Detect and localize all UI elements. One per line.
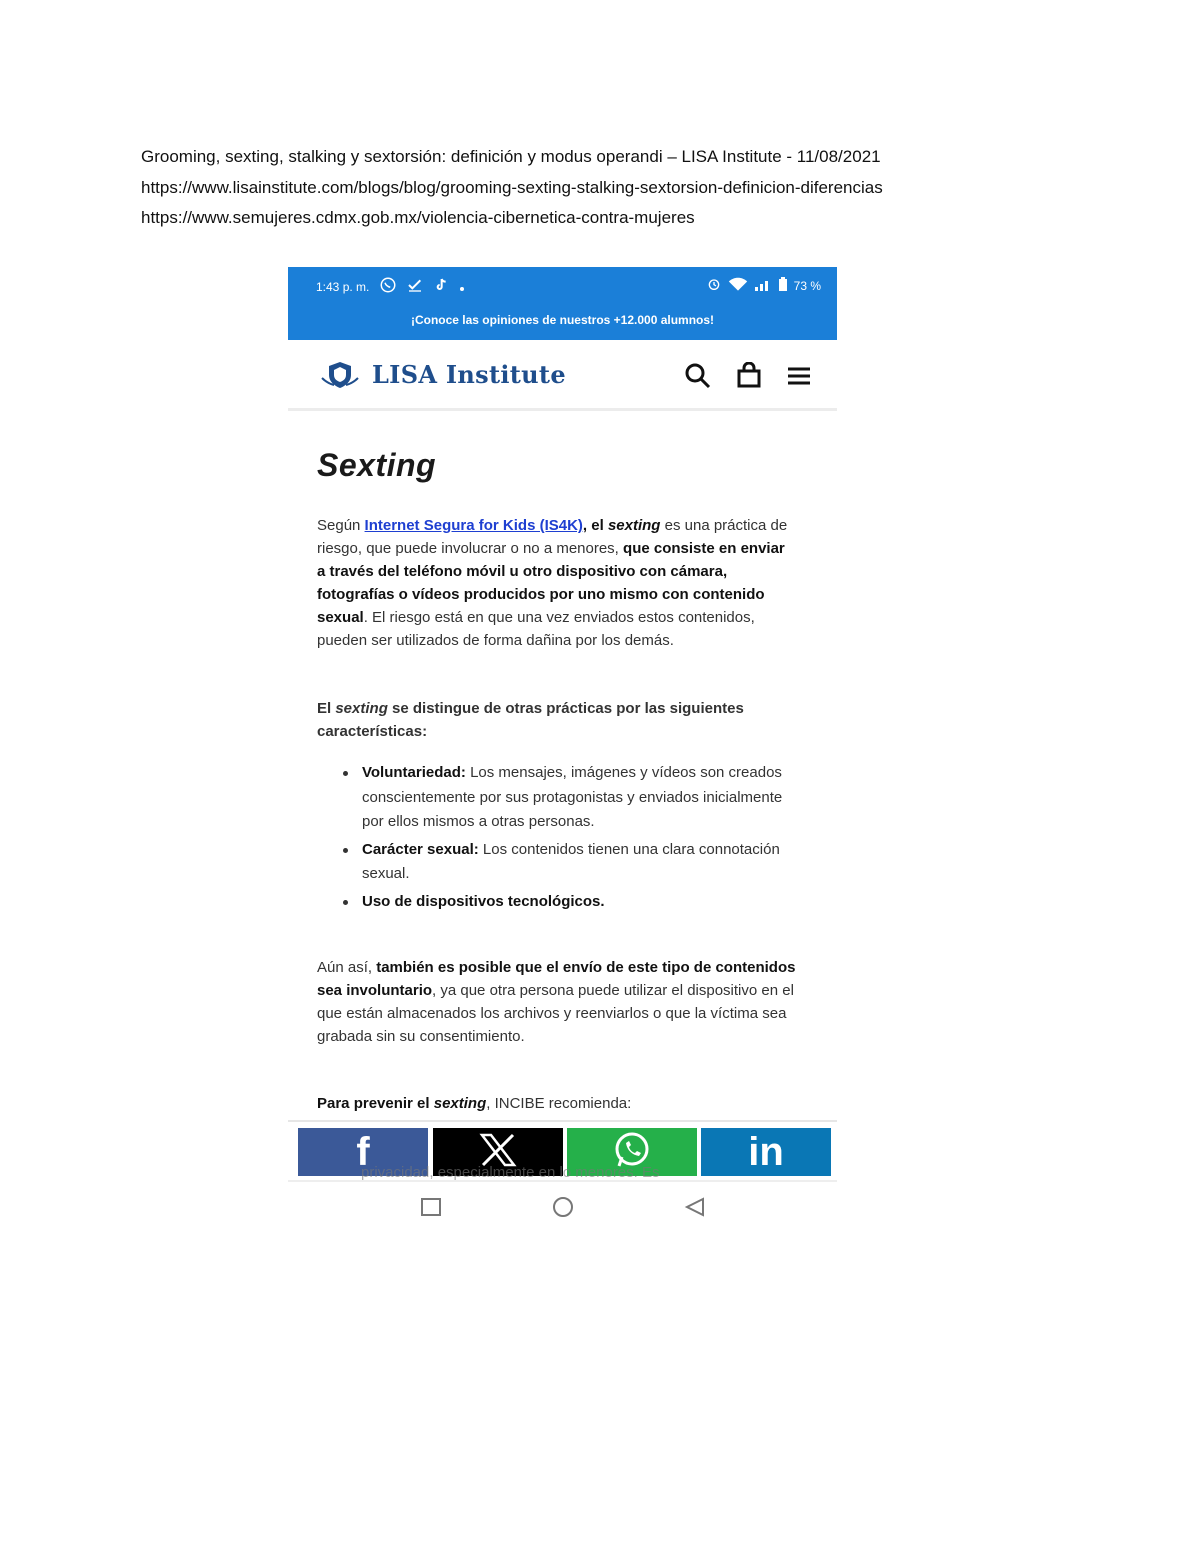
text-segment: , el — [582, 517, 608, 534]
text-segment: . El riesgo está en que una vez enviados estos contenidos, pueden ser utilizados de forma dañina por los demás. — [317, 609, 755, 649]
text-segment: sexting — [335, 700, 388, 717]
text-segment: que consiste en enviar a través del teléfono móvil u otro dispositivo con cámara, fotografías o vídeos producidos por uno mismo con contenido sexual — [317, 540, 785, 626]
list-item — [317, 761, 807, 835]
text-segment: , ya que otra persona puede utilizar el dispositivo en el que están almacenados los archivos y reenviarlos o que la víctima sea grabada sin su consentimiento. — [317, 982, 794, 1045]
list-text: Los contenidos tienen una clara connotación sexual. — [362, 840, 780, 882]
text-segment: también es posible que el envío de este tipo de contenidos sea involuntario — [317, 959, 796, 999]
text-segment: sexting — [607, 517, 661, 534]
battery-icon — [778, 277, 788, 294]
status-left — [316, 276, 465, 298]
lisa-shield-logo-icon[interactable] — [320, 360, 360, 390]
status-bar — [288, 267, 837, 340]
text-segment: Aún así, — [317, 959, 377, 976]
recent-apps-icon[interactable] — [420, 1196, 442, 1218]
text-segment: Según — [317, 517, 365, 534]
wifi-icon — [728, 277, 748, 294]
list-term: Voluntariedad: — [362, 764, 466, 781]
whatsapp-notification-icon — [379, 276, 397, 298]
list-term: Uso de dispositivos tecnológicos. — [362, 892, 605, 910]
home-icon[interactable] — [552, 1196, 574, 1218]
facebook-icon: f — [356, 1129, 370, 1174]
list-term: Carácter sexual: — [362, 840, 479, 858]
dot-icon — [459, 279, 465, 296]
phone-screenshot — [288, 267, 837, 1227]
paragraph-prevention — [317, 1092, 797, 1115]
paragraph-definition — [317, 514, 797, 652]
list-item — [317, 890, 807, 915]
text-segment: sexting — [433, 1095, 487, 1112]
document-header — [141, 142, 1101, 234]
brand-name[interactable]: LISA Institute — [372, 360, 566, 389]
is4k-link[interactable]: Internet Segura for Kids (IS4K) — [364, 517, 583, 534]
back-icon[interactable] — [684, 1196, 706, 1218]
list-item — [317, 838, 807, 887]
article-content — [317, 447, 807, 1112]
status-right — [706, 276, 821, 295]
paragraph-involuntary — [317, 956, 797, 1048]
article-title: Sexting — [317, 447, 437, 483]
tiktok-icon — [433, 277, 449, 297]
text-segment: El — [317, 700, 336, 717]
text-segment: es una práctica de riesgo, que puede involucrar o no a menores, — [317, 517, 788, 557]
characteristics-list — [317, 761, 807, 917]
site-navbar — [288, 340, 837, 411]
linkedin-share-button[interactable] — [701, 1128, 831, 1176]
list-text: Los mensajes, imágenes y vídeos son creados conscientemente por sus protagonistas y enviados inicialmente por ellos mismos a otras personas. — [362, 764, 783, 830]
text-segment: se distingue de otras prácticas por las siguientes características: — [317, 700, 744, 740]
source-url-1[interactable]: https://www.lisainstitute.com/blogs/blog/grooming-sexting-stalking-sextorsion-definicion-diferencias — [141, 177, 883, 197]
android-navigation-bar — [288, 1180, 837, 1227]
signal-icon — [754, 277, 772, 294]
linkedin-icon: in — [748, 1129, 784, 1174]
status-time: 1:43 p. m. — [316, 280, 370, 294]
text-segment: Para prevenir el — [317, 1095, 434, 1112]
search-icon[interactable] — [684, 362, 712, 390]
battery-level: 73 % — [793, 278, 821, 293]
check-icon — [407, 277, 423, 297]
shopping-bag-icon[interactable] — [735, 362, 763, 390]
hamburger-menu-icon[interactable] — [785, 362, 813, 390]
alarm-icon — [706, 276, 722, 295]
paragraph-characteristics-intro — [317, 697, 797, 743]
hidden-paragraph-fragment: privacidad, especialmente en lo menores. Es — [361, 1164, 660, 1181]
text-segment: , INCIBE recomienda: — [486, 1095, 632, 1112]
promo-banner[interactable]: ¡Conoce las opiniones de nuestros +12.000 alumnos! — [410, 313, 715, 327]
source-url-2[interactable]: https://www.semujeres.cdmx.gob.mx/violencia-cibernetica-contra-mujeres — [141, 208, 695, 227]
source-title: Grooming, sexting, stalking y sextorsión: definición y modus operandi – LISA Institute - 11/08/2021 — [141, 147, 881, 166]
